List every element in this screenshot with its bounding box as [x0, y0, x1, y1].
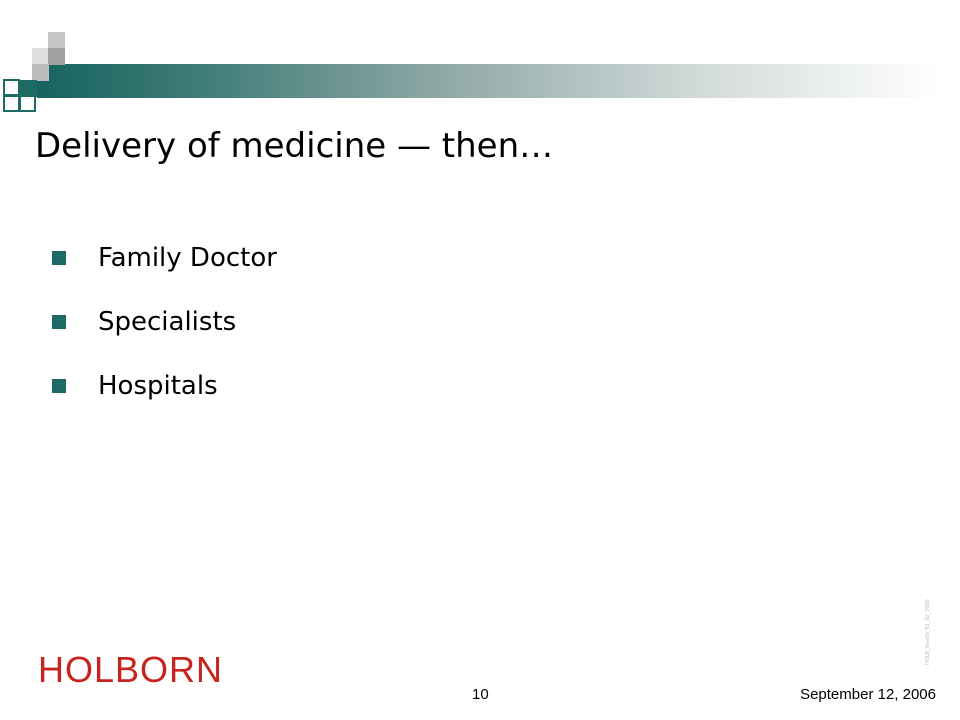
decorative-square	[48, 48, 65, 65]
bullet-item	[52, 290, 277, 354]
bullet-list	[52, 226, 277, 418]
holborn-logo: HOLBORN	[38, 649, 224, 690]
decorative-square	[48, 32, 65, 49]
decorative-square	[32, 48, 49, 65]
page-number: 10	[472, 686, 489, 703]
file-reference: HOLB_Health_01_02_2006	[925, 599, 931, 665]
decorative-square	[32, 64, 49, 81]
square-bullet-icon	[52, 251, 66, 265]
decorative-outline-square	[19, 95, 36, 112]
bullet-text: Hospitals	[98, 371, 218, 401]
header-gradient-bar	[37, 64, 940, 98]
bullet-text: Specialists	[98, 307, 237, 337]
decorative-outline-square	[3, 79, 20, 96]
bullet-item	[52, 226, 277, 290]
bullet-item	[52, 354, 277, 418]
square-bullet-icon	[52, 315, 66, 329]
decorative-outline-square	[3, 95, 20, 112]
square-bullet-icon	[52, 379, 66, 393]
slide-title: Delivery of medicine — then…	[35, 126, 554, 166]
footer-date: September 12, 2006	[800, 686, 936, 703]
bullet-text: Family Doctor	[98, 243, 277, 273]
